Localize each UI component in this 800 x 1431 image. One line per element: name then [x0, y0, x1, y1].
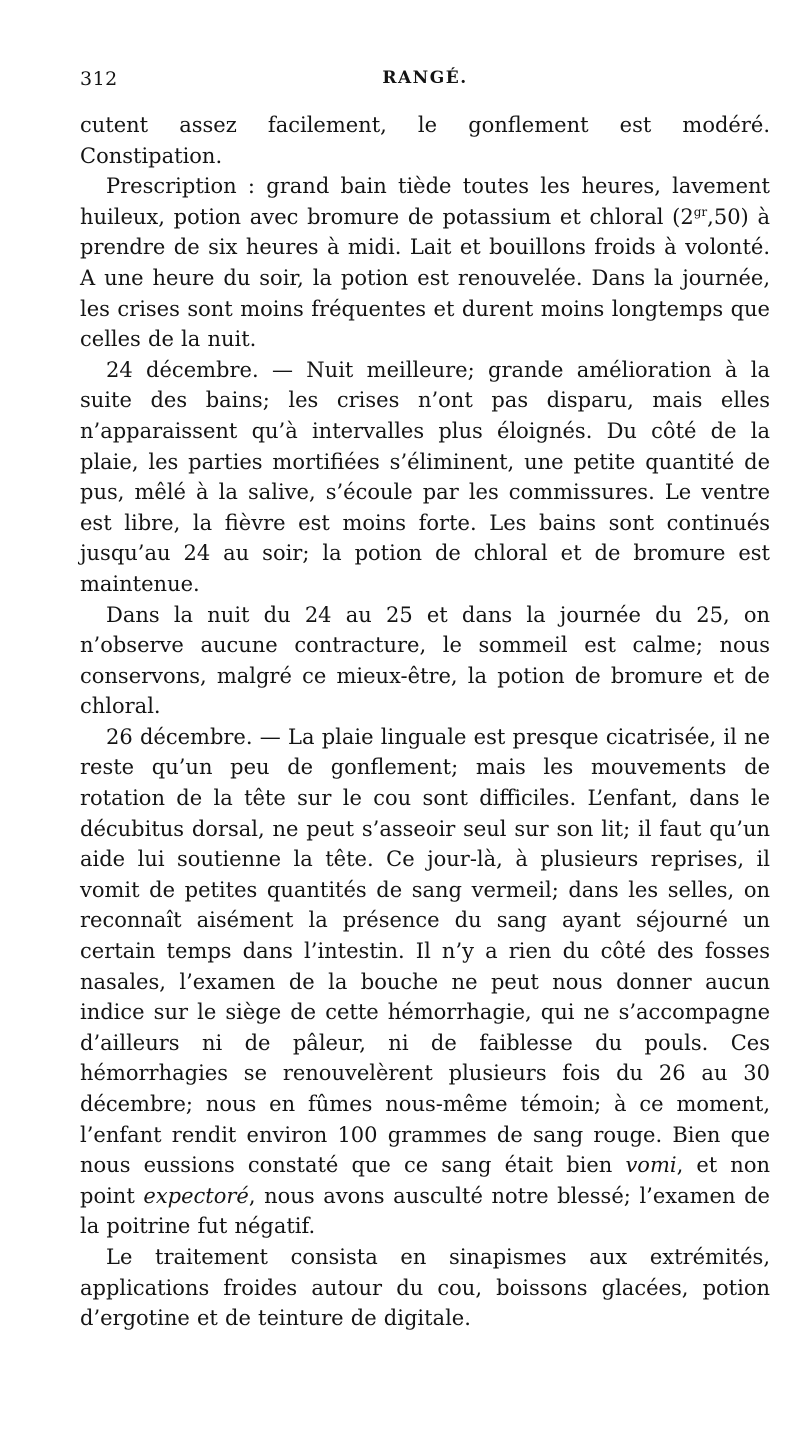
unit-superscript: gr: [693, 204, 708, 219]
page-header: [80, 68, 770, 98]
paragraph-text: 26 décembre. — La plaie linguale est presque cicatrisée, il ne reste qu’un peu de gonflement; mais les mouvements de rotation de la tête sur le cou sont difficiles. L’enfant, dans le décubitus dorsal, ne peut s’asseoir seul sur son lit; il faut qu’un aide lui soutienne la tête. Ce jour-là, à plusieurs reprises, il vomit de petites quantités de sang vermeil; dans les selles, on reconnaît aisément la présence du sang ayant séjourné un certain temps dans l’intestin. Il n’y a rien du côté des fosses nasales, l’examen de la bouche ne peut nous donner aucun indice sur le siège de cette hémorrhagie, qui ne s’accompagne d’ailleurs ni de pâleur, ni de faiblesse du pouls. Ces hémorrhagies se renouvelèrent plusieurs fois du 26 au 30 décembre; nous en fûmes nous-même témoin; à ce moment, l’enfant rendit environ 100 grammes de sang rouge. Bien que nous eussions constaté que ce sang était bien: [80, 724, 770, 1178]
paragraph-treatment: Le traitement consista en sinapismes aux extrémités, applications froides autour du cou, boissons glacées, potion d’ergotine et de teinture de digitale.: [80, 1244, 770, 1331]
page-number: 312: [80, 68, 118, 90]
paragraph-24-december: 24 décembre. — Nuit meilleure; grande amélioration à la suite des bains; les crises n’ont pas disparu, mais elles n’apparaissent qu’à intervalles plus éloignés. Du côté de la plaie, les parties mortifiées s’éliminent, une petite quantité de pus, mêlé à la salive, s’écoule par les commissures. Le ventre est libre, la fièvre est moins forte. Les bains sont continués jusqu’au 24 au soir; la potion de chloral et de bromure est maintenue.: [80, 357, 770, 596]
paragraph-text: Prescription : grand bain tiède toutes les heures, lavement huileux, potion avec bromure de potassium et chloral (2: [80, 174, 770, 229]
italic-term: vomi: [625, 1153, 677, 1178]
paragraph-26-december: [80, 722, 770, 1242]
paragraph-night-24-25: Dans la nuit du 24 au 25 et dans la journée du 25, on n’observe aucune contracture, le sommeil est calme; nous conservons, malgré ce mieux-être, la potion de bromure et de chloral.: [80, 602, 770, 719]
running-head: RANGÉ.: [382, 68, 468, 88]
italic-term: expectoré: [143, 1183, 249, 1208]
body-text: [80, 110, 770, 1334]
paragraph-continuation: cutent assez facilement, le gonflement est modéré. Constipation.: [80, 113, 770, 168]
paragraph-text: ,50) à prendre de six heures à midi. Lait et bouillons froids à volonté. A une heure du soir, la potion est renouvelée. Dans la journée, les crises sont moins fréquentes et durent moins longtemps que celles de la nuit.: [80, 204, 770, 352]
paragraph-text: , et non point: [80, 1153, 771, 1208]
paragraph-text: , nous avons ausculté notre blessé; l’examen de la poitrine fut négatif.: [80, 1183, 770, 1239]
paragraph-prescription: [80, 171, 770, 355]
